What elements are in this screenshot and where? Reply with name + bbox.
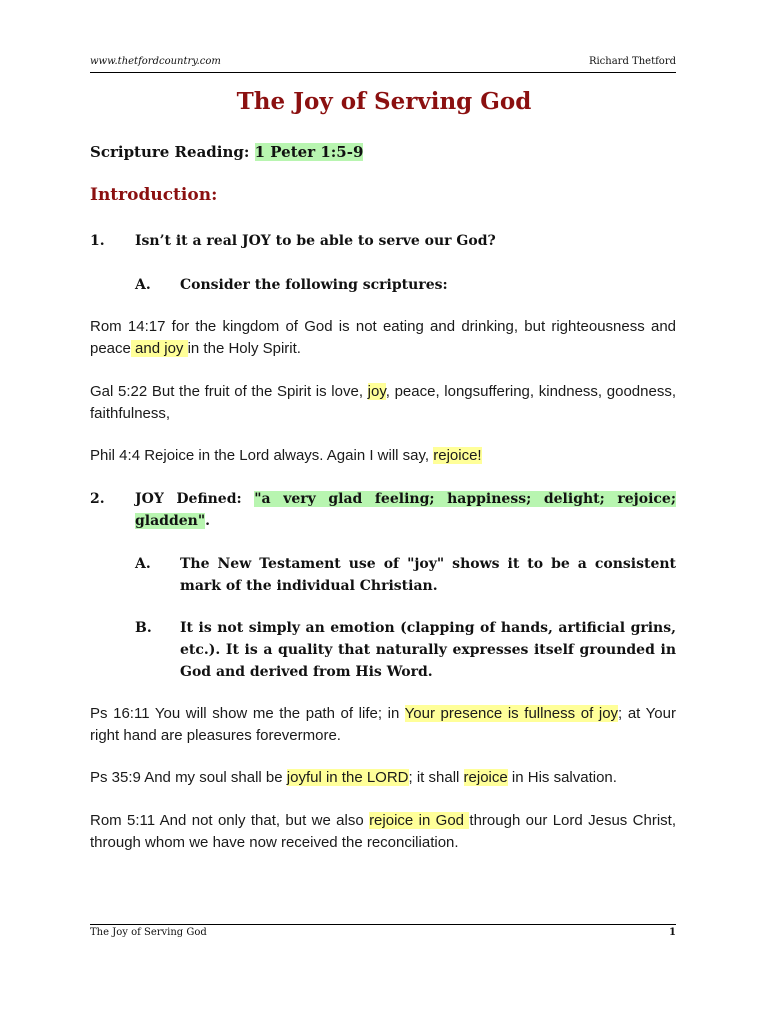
verse-phil-4-4 xyxy=(90,445,676,467)
verse-highlight: joy xyxy=(367,383,386,400)
verse-rom-5-11 xyxy=(90,810,676,854)
joy-definition: "a very glad feeling; happiness; delight; rejoice; gladden" xyxy=(135,491,676,529)
point-2b-letter: B. xyxy=(135,620,152,636)
point-2-text xyxy=(135,488,676,532)
verse-highlight: rejoice! xyxy=(433,447,482,464)
header-author: Richard Thetford xyxy=(588,56,676,67)
point-1a-text: Consider the following scriptures: xyxy=(180,277,448,293)
header-site-link[interactable]: www.thetfordcountry.com xyxy=(90,56,221,67)
document-title: The Joy of Serving God xyxy=(236,88,532,115)
verse-text: Ps 35:9 And my soul shall be xyxy=(90,769,287,786)
point-2b-text: It is not simply an emotion (clapping of hands, artificial grins, etc.). It is a quality that naturally expresses itself grounded in God and derived from His Word. xyxy=(180,620,676,680)
verse-text: ; at Your right hand are pleasures forevermore. xyxy=(90,705,676,744)
page-number: 1 xyxy=(669,927,676,938)
verse-text: through our Lord Jesus Christ, through whom we have now received the reconciliation. xyxy=(90,812,676,851)
page-header xyxy=(90,56,676,73)
verse-text: Ps 16:11 You will show me the path of life; in xyxy=(90,705,405,722)
scripture-label: Scripture Reading: xyxy=(90,143,250,161)
point-2a-letter: A. xyxy=(135,556,151,572)
verse-highlight: Your presence is fullness of joy xyxy=(404,705,619,722)
verse-text: Phil 4:4 Rejoice in the Lord always. Again I will say, xyxy=(90,447,434,464)
verse-text: in the Holy Spirit. xyxy=(187,340,301,357)
verse-gal-5-22 xyxy=(90,381,676,425)
verse-text: in His salvation. xyxy=(507,769,617,786)
verse-highlight: rejoice xyxy=(463,769,508,786)
verse-text: Rom 14:17 for the kingdom of God is not eating and drinking, but righteousness and peace xyxy=(90,318,676,357)
point-1-number: 1. xyxy=(90,233,105,249)
point-2-end: . xyxy=(205,513,211,529)
verse-text: ; it shall xyxy=(408,769,464,786)
point-2a-text: The New Testament use of "joy" shows it to be a consistent mark of the individual Christian. xyxy=(180,556,676,594)
verse-ps-16-11 xyxy=(90,703,676,747)
verse-text: , peace, longsuffering, kindness, goodness, faithfulness, xyxy=(90,383,676,422)
verse-highlight: rejoice in God xyxy=(369,812,470,829)
point-1a-letter: A. xyxy=(135,277,151,293)
verse-rom-14-17 xyxy=(90,316,676,360)
point-2-label: JOY Defined: xyxy=(135,491,255,507)
introduction-heading: Introduction: xyxy=(90,185,218,205)
scripture-reference: 1 Peter 1:5-9 xyxy=(254,143,364,161)
point-2-number: 2. xyxy=(90,491,105,507)
page-footer xyxy=(90,927,676,938)
verse-highlight: and joy xyxy=(130,340,188,357)
point-1-text: Isn’t it a real JOY to be able to serve our God? xyxy=(135,233,496,249)
verse-highlight: joyful in the LORD xyxy=(286,769,409,786)
verse-text: Gal 5:22 But the fruit of the Spirit is love, xyxy=(90,383,368,400)
footer-title: The Joy of Serving God xyxy=(90,927,207,938)
scripture-reading xyxy=(90,141,676,163)
verse-ps-35-9 xyxy=(90,767,676,789)
footer-divider xyxy=(90,924,676,925)
verse-text: Rom 5:11 And not only that, but we also xyxy=(90,812,370,829)
